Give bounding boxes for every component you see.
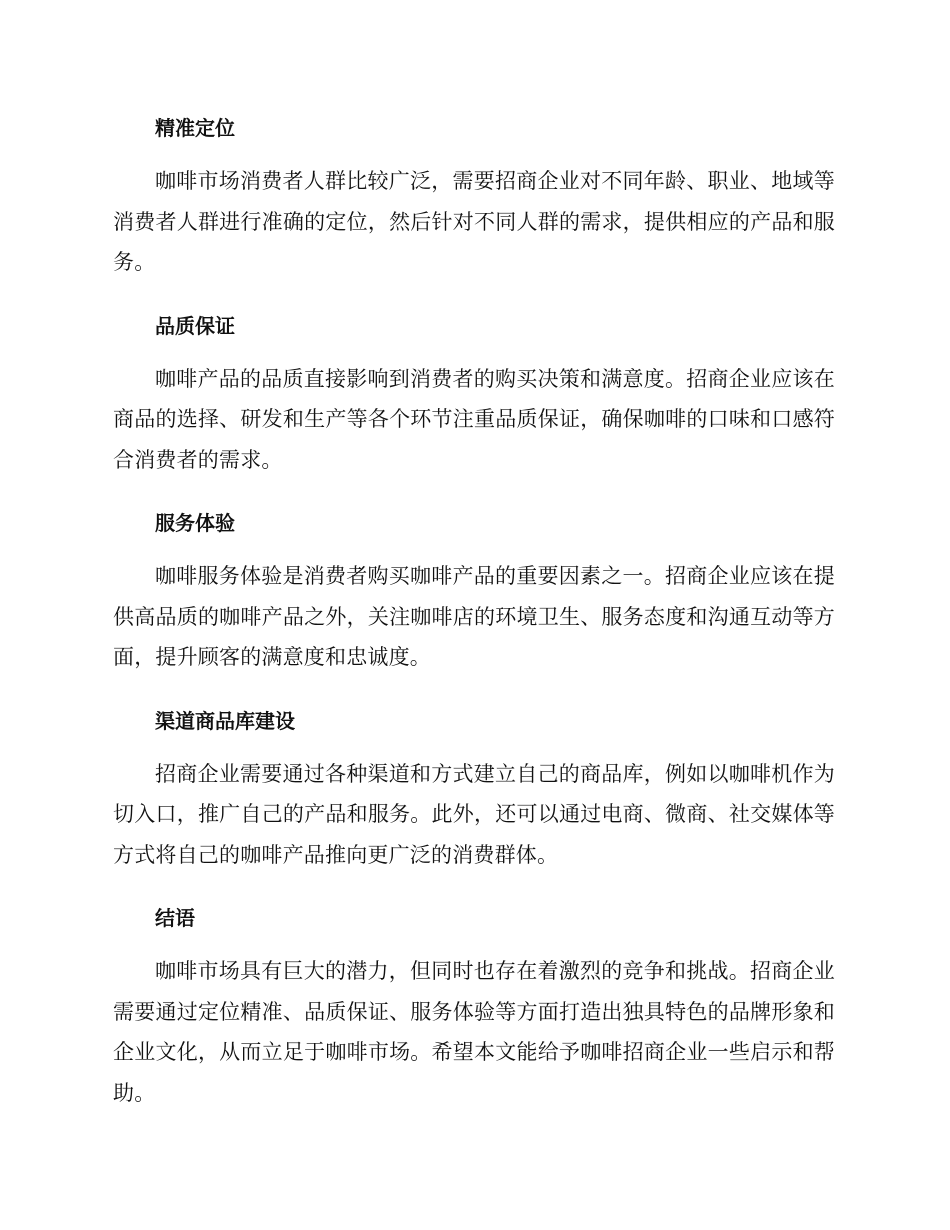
section-heading: 精准定位 (155, 116, 235, 140)
section-paragraph: 咖啡市场消费者人群比较广泛，需要招商企业对不同年龄、职业、地域等消费者人群进行准确的定位，然后针对不同人群的需求，提供相应的产品和服务。 (113, 169, 835, 274)
section-heading: 服务体验 (155, 511, 235, 535)
section-paragraph: 咖啡服务体验是消费者购买咖啡产品的重要因素之一。招商企业应该在提供高品质的咖啡产品之外，关注咖啡店的环境卫生、服务态度和沟通互动等方面，提升顾客的满意度和忠诚度。 (113, 564, 835, 669)
section-service (113, 503, 835, 678)
section-positioning (113, 108, 835, 283)
section-quality (113, 306, 835, 481)
section-paragraph: 咖啡市场具有巨大的潜力，但同时也存在着激烈的竞争和挑战。招商企业需要通过定位精准、品质保证、服务体验等方面打造出独具特色的品牌形象和企业文化，从而立足于咖啡市场。希望本文能给予咖啡招商企业一些启示和帮助。 (113, 959, 835, 1105)
section-heading: 结语 (155, 906, 195, 930)
section-heading: 渠道商品库建设 (155, 708, 295, 733)
document-content (113, 108, 835, 1136)
section-paragraph: 招商企业需要通过各种渠道和方式建立自己的商品库，例如以咖啡机作为切入口，推广自己的产品和服务。此外，还可以通过电商、微商、社交媒体等方式将自己的咖啡产品推向更广泛的消费群体。 (113, 761, 835, 867)
section-heading: 品质保证 (155, 313, 235, 338)
section-conclusion (113, 898, 835, 1113)
section-channel (113, 701, 835, 876)
section-paragraph: 咖啡产品的品质直接影响到消费者的购买决策和满意度。招商企业应该在商品的选择、研发和生产等各个环节注重品质保证，确保咖啡的口味和口感符合消费者的需求。 (113, 366, 835, 472)
